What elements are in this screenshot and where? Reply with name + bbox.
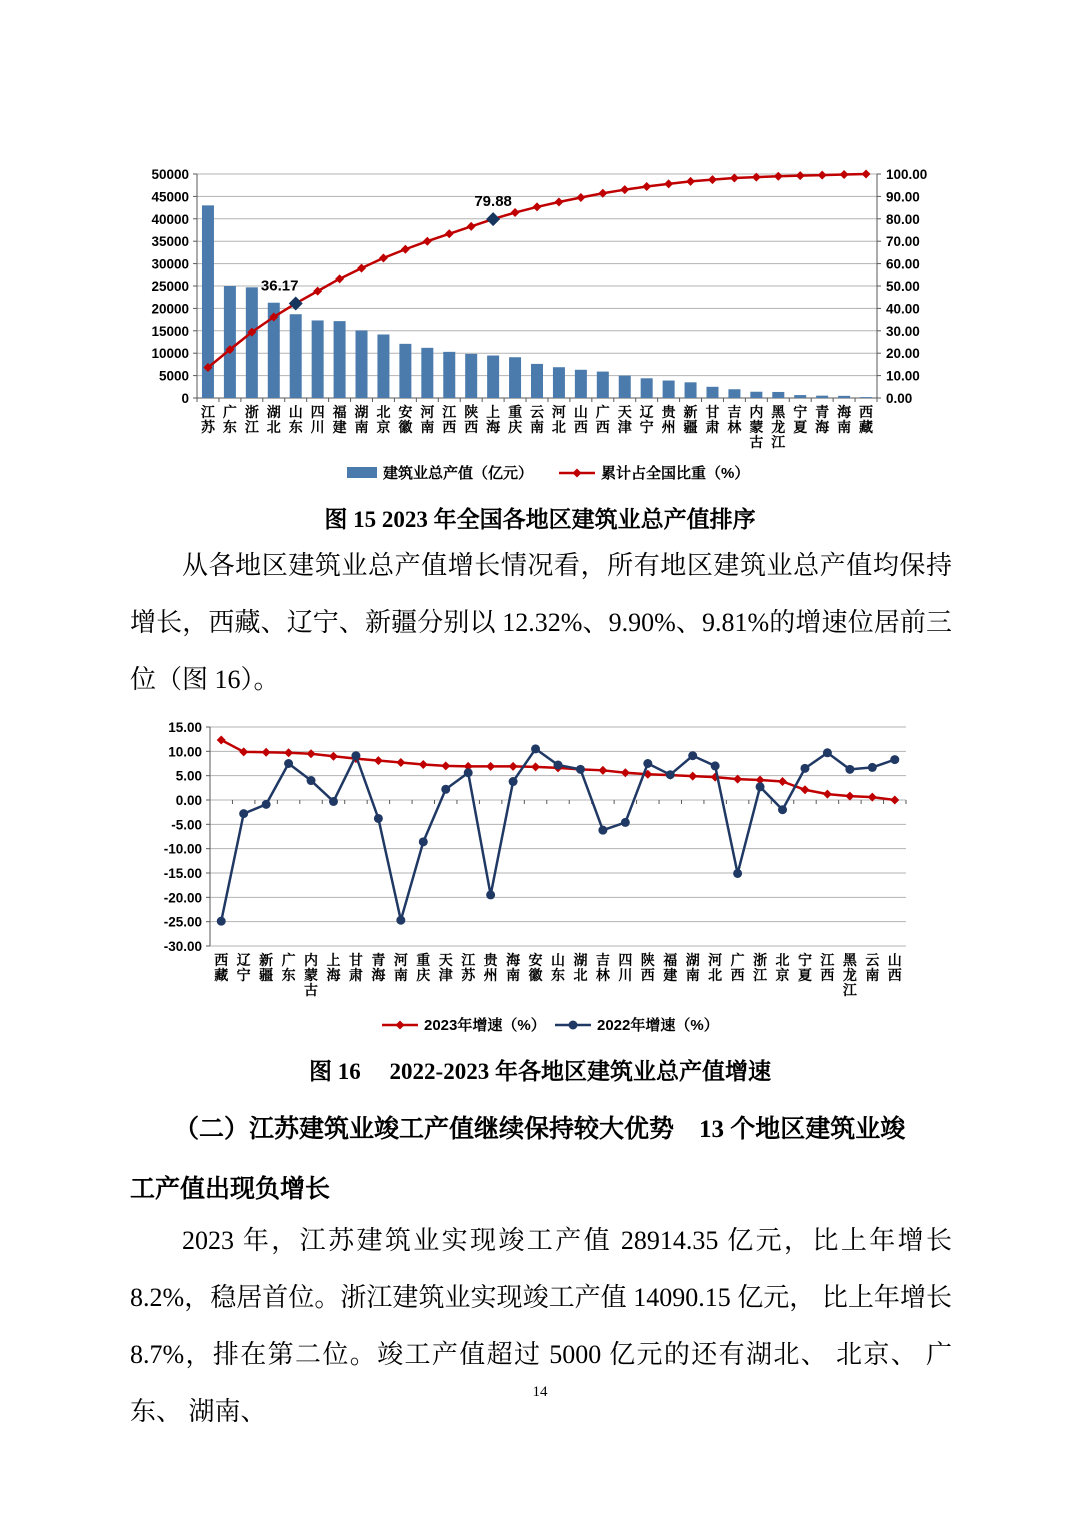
svg-text:0: 0 (181, 391, 189, 406)
svg-text:津: 津 (617, 419, 632, 435)
svg-text:5000: 5000 (158, 368, 189, 384)
svg-text:南: 南 (506, 967, 521, 983)
svg-text:南: 南 (865, 967, 880, 983)
svg-text:州: 州 (661, 419, 676, 435)
svg-text:2023年增速（%）: 2023年增速（%） (424, 1017, 546, 1034)
svg-text:南: 南 (354, 419, 369, 435)
svg-text:海: 海 (326, 967, 341, 983)
pareto-chart-svg (135, 160, 945, 505)
svg-text:35000: 35000 (151, 234, 189, 250)
svg-text:100.00: 100.00 (886, 167, 928, 182)
svg-text:龙: 龙 (771, 419, 786, 435)
svg-text:15.00: 15.00 (168, 720, 202, 735)
svg-text:北: 北 (551, 419, 566, 435)
svg-text:福: 福 (663, 952, 678, 968)
svg-text:海: 海 (486, 419, 501, 435)
svg-text:河: 河 (420, 404, 435, 420)
svg-text:50000: 50000 (151, 167, 189, 182)
svg-text:四: 四 (618, 952, 633, 968)
page-number: 14 (532, 1384, 548, 1400)
svg-text:40000: 40000 (151, 211, 189, 227)
svg-text:北: 北 (376, 404, 391, 420)
svg-text:贵: 贵 (483, 952, 498, 968)
svg-text:西: 西 (464, 419, 479, 435)
svg-text:云: 云 (865, 952, 880, 968)
svg-text:南: 南 (837, 419, 852, 435)
svg-text:宁: 宁 (236, 967, 251, 983)
figure15-caption: 图 15 2023 年全国各地区建筑业总产值排序 (324, 507, 756, 532)
svg-text:上: 上 (326, 952, 341, 968)
svg-text:重: 重 (416, 952, 431, 968)
svg-text:新: 新 (683, 404, 698, 420)
svg-text:肃: 肃 (348, 967, 363, 983)
svg-text:海: 海 (815, 419, 830, 435)
svg-text:湖: 湖 (354, 404, 369, 420)
svg-text:西: 西 (595, 419, 610, 435)
svg-text:南: 南 (420, 419, 435, 435)
svg-text:广: 广 (730, 952, 745, 968)
svg-text:60.00: 60.00 (886, 256, 920, 272)
svg-text:苏: 苏 (200, 419, 215, 435)
svg-text:青: 青 (371, 952, 386, 968)
svg-text:东: 东 (551, 967, 565, 983)
svg-text:西: 西 (820, 967, 835, 983)
svg-text:西: 西 (859, 404, 874, 420)
svg-text:辽: 辽 (639, 404, 654, 420)
svg-text:江: 江 (842, 982, 857, 998)
svg-text:宁: 宁 (793, 404, 808, 420)
svg-text:建: 建 (663, 967, 678, 983)
svg-text:川: 川 (618, 967, 633, 983)
svg-text:5.00: 5.00 (175, 768, 202, 784)
paragraph-completed-output: 2023 年，江苏建筑业实现竣工产值 28914.35 亿元，比上年增长 8.2%，稳居首位。浙江建筑业实现竣工产值 14090.15 亿元， 比上年增长 8.7%，排在第二位。竣工产值超过 5000 亿元的还有湖北、 北京、 广东、 湖南、 (130, 1226, 952, 1426)
svg-text:宁: 宁 (639, 419, 654, 435)
svg-text:广: 广 (281, 952, 296, 968)
svg-text:陕: 陕 (640, 952, 655, 968)
svg-text:36.17: 36.17 (260, 277, 299, 295)
svg-text:海: 海 (371, 967, 386, 983)
svg-text:79.88: 79.88 (474, 193, 512, 211)
svg-text:疆: 疆 (683, 419, 698, 435)
svg-text:河: 河 (551, 404, 566, 420)
svg-text:天: 天 (617, 404, 632, 420)
svg-text:云: 云 (530, 404, 544, 420)
svg-text:广: 广 (595, 404, 610, 420)
svg-text:10000: 10000 (151, 346, 189, 362)
svg-text:京: 京 (775, 967, 790, 983)
svg-text:2022年增速（%）: 2022年增速（%） (597, 1017, 719, 1034)
section-heading-line2: 工产值出现负增长 (130, 1176, 331, 1203)
svg-text:甘: 甘 (348, 952, 363, 968)
svg-text:夏: 夏 (797, 967, 812, 983)
svg-text:湖: 湖 (573, 952, 588, 968)
svg-text:内: 内 (749, 404, 764, 420)
svg-text:80.00: 80.00 (886, 211, 920, 227)
growth-line-chart-svg (130, 712, 940, 1042)
svg-text:30.00: 30.00 (886, 323, 920, 339)
svg-text:天: 天 (438, 952, 453, 968)
svg-text:甘: 甘 (705, 404, 720, 420)
svg-text:津: 津 (438, 967, 453, 983)
svg-text:-25.00: -25.00 (163, 914, 202, 930)
svg-text:宁: 宁 (797, 952, 812, 968)
svg-text:建筑业总产值（亿元）: 建筑业总产值（亿元） (383, 465, 534, 482)
svg-text:黑: 黑 (842, 952, 857, 968)
svg-text:黑: 黑 (771, 404, 786, 420)
svg-text:累计占全国比重（%）: 累计占全国比重（%） (601, 465, 750, 482)
svg-text:西: 西 (442, 419, 457, 435)
section-heading-line1: （二）江苏建筑业竣工产值继续保持较大优势 13 个地区建筑业竣 (174, 1116, 906, 1143)
svg-text:龙: 龙 (842, 967, 857, 983)
svg-text:15000: 15000 (151, 323, 189, 339)
paragraph-growth-overview: 从各地区建筑业总产值增长情况看，所有地区建筑业总产值均保持增长，西藏、辽宁、新疆分别以 12.32%、9.90%、9.81%的增速位居前三位（图 16）。 (130, 551, 952, 694)
svg-text:辽: 辽 (236, 952, 251, 968)
svg-text:北: 北 (266, 419, 281, 435)
svg-text:西: 西 (573, 419, 588, 435)
svg-text:山: 山 (288, 404, 303, 420)
svg-text:安: 安 (398, 404, 413, 420)
svg-text:夏: 夏 (793, 419, 808, 435)
svg-text:庆: 庆 (508, 419, 523, 435)
svg-text:江: 江 (442, 404, 457, 420)
figure15-pareto-chart (135, 160, 945, 505)
svg-text:安: 安 (528, 952, 543, 968)
svg-text:福: 福 (332, 404, 347, 420)
svg-text:古: 古 (304, 982, 319, 998)
svg-text:新: 新 (259, 952, 274, 968)
svg-text:南: 南 (393, 967, 408, 983)
svg-text:45000: 45000 (151, 189, 189, 205)
svg-text:江: 江 (771, 434, 786, 450)
svg-text:-5.00: -5.00 (171, 817, 202, 833)
svg-text:京: 京 (376, 419, 391, 435)
svg-text:北: 北 (573, 967, 588, 983)
svg-text:肃: 肃 (705, 419, 720, 435)
svg-text:江: 江 (753, 967, 768, 983)
svg-text:徽: 徽 (398, 419, 413, 435)
svg-text:30000: 30000 (151, 256, 189, 272)
svg-text:-10.00: -10.00 (163, 841, 202, 857)
svg-text:25000: 25000 (151, 279, 189, 294)
svg-text:东: 东 (281, 967, 296, 983)
svg-text:吉: 吉 (727, 404, 742, 420)
svg-text:庆: 庆 (416, 967, 431, 983)
svg-text:蒙: 蒙 (304, 967, 319, 983)
svg-text:苏: 苏 (461, 967, 476, 983)
svg-text:林: 林 (595, 967, 610, 983)
svg-text:上: 上 (486, 404, 501, 420)
svg-text:重: 重 (508, 404, 523, 420)
svg-text:南: 南 (685, 967, 700, 983)
svg-text:江: 江 (200, 404, 215, 420)
svg-text:湖: 湖 (266, 404, 281, 420)
svg-text:江: 江 (820, 952, 835, 968)
svg-text:-20.00: -20.00 (163, 890, 202, 906)
svg-text:南: 南 (530, 419, 544, 435)
svg-text:江: 江 (244, 419, 259, 435)
svg-text:江: 江 (461, 952, 476, 968)
svg-text:山: 山 (551, 952, 565, 968)
svg-text:内: 内 (304, 952, 319, 968)
svg-text:河: 河 (393, 952, 408, 968)
svg-text:西: 西 (887, 967, 902, 983)
svg-text:50.00: 50.00 (886, 279, 920, 294)
svg-text:川: 川 (310, 419, 325, 435)
svg-text:疆: 疆 (259, 967, 274, 983)
svg-text:20.00: 20.00 (886, 346, 920, 362)
svg-text:北: 北 (708, 967, 723, 983)
svg-text:西: 西 (730, 967, 745, 983)
svg-text:-30.00: -30.00 (163, 939, 202, 954)
svg-text:北: 北 (775, 952, 790, 968)
svg-text:0.00: 0.00 (886, 391, 913, 406)
svg-text:西: 西 (214, 952, 229, 968)
svg-text:古: 古 (749, 434, 764, 450)
svg-text:海: 海 (506, 952, 521, 968)
svg-text:州: 州 (483, 967, 498, 983)
svg-text:陕: 陕 (464, 404, 479, 420)
svg-text:90.00: 90.00 (886, 189, 920, 205)
svg-text:20000: 20000 (151, 301, 189, 317)
svg-text:10.00: 10.00 (168, 744, 202, 760)
figure16-line-chart (130, 712, 940, 1042)
svg-text:徽: 徽 (528, 967, 543, 983)
svg-text:东: 东 (288, 419, 303, 435)
svg-text:40.00: 40.00 (886, 301, 920, 317)
svg-text:海: 海 (837, 404, 852, 420)
svg-text:河: 河 (708, 952, 723, 968)
svg-text:山: 山 (573, 404, 588, 420)
svg-text:贵: 贵 (661, 404, 676, 420)
section-heading (130, 1100, 962, 1220)
svg-text:藏: 藏 (859, 419, 874, 435)
svg-text:0.00: 0.00 (175, 793, 202, 808)
svg-text:湖: 湖 (685, 952, 700, 968)
figure16-caption: 图 16 2022-2023 年各地区建筑业总产值增速 (309, 1059, 771, 1084)
svg-text:蒙: 蒙 (749, 419, 764, 435)
svg-text:10.00: 10.00 (886, 368, 920, 384)
svg-text:西: 西 (640, 967, 655, 983)
svg-text:-15.00: -15.00 (163, 866, 202, 881)
svg-text:四: 四 (310, 404, 325, 420)
svg-text:藏: 藏 (214, 967, 229, 983)
svg-text:青: 青 (815, 404, 830, 420)
svg-text:70.00: 70.00 (886, 234, 920, 250)
svg-text:林: 林 (727, 419, 742, 435)
svg-text:浙: 浙 (244, 404, 259, 420)
svg-text:山: 山 (887, 952, 902, 968)
svg-text:建: 建 (332, 419, 347, 435)
svg-text:东: 东 (222, 419, 237, 435)
svg-text:浙: 浙 (753, 952, 768, 968)
svg-text:吉: 吉 (595, 952, 610, 968)
svg-text:广: 广 (222, 404, 237, 420)
